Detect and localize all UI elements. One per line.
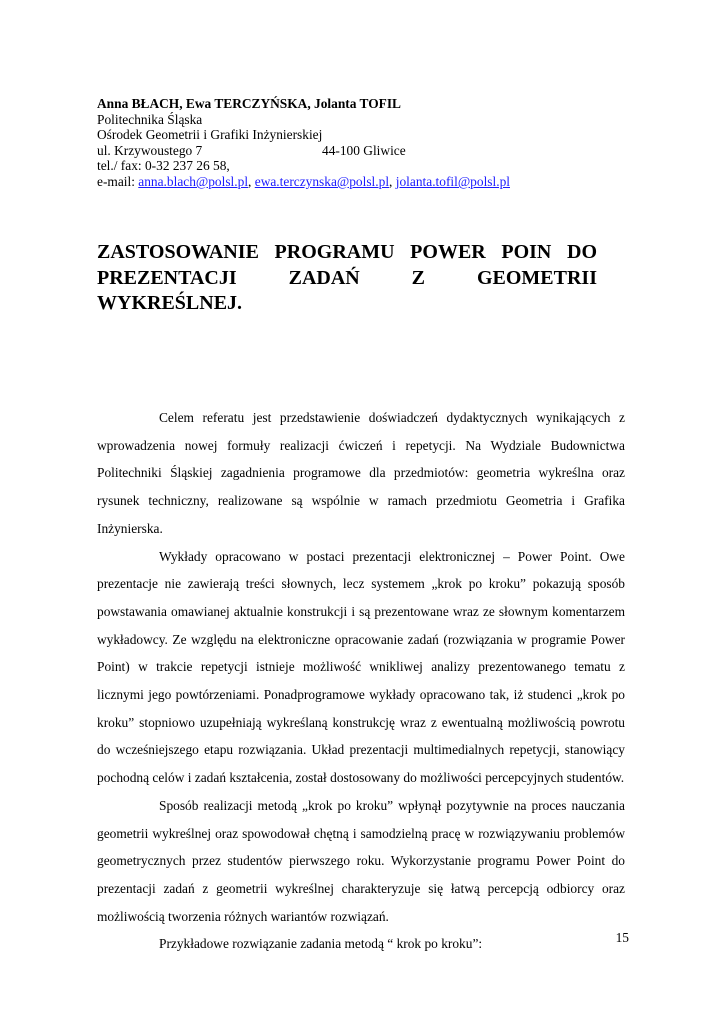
street-address: ul. Krzywoustego 7 xyxy=(97,142,203,158)
page-number: 15 xyxy=(615,930,629,945)
paragraph: Przykładowe rozwiązanie zadania metodą “ krok po kroku”: xyxy=(159,936,483,952)
city-postal-code: 44-100 Gliwice xyxy=(322,142,406,158)
email-separator: , xyxy=(248,173,255,189)
email-link-terczynska[interactable]: ewa.terczynska@polsl.pl xyxy=(254,173,390,189)
address-line xyxy=(97,143,637,159)
institution-line: Politechnika Śląska xyxy=(97,111,203,127)
body-text xyxy=(97,404,625,958)
paragraph: Wykłady opracowano w postaci prezentacji elektronicznej – Power Point. Owe prezentacje nie zawierają treści słownych, lecz systemem „krok po kroku” pokazują sposób powstawania omawianej aktualnie konstrukcji i są prezentowane wraz ze słownym komentarzem wykładowcy. Ze względu na elektroniczne opracowanie zadań (rozwiązania w programie Power Point) w trakcie repetycji istnieje możliwość wnikliwej analizy prezentowanego tematu z licznymi jego powtórzeniami. Ponadprogramowe wykłady opracowano tak, iż studenci „krok po kroku” stopniowo uzupełniają wykreślaną konstrukcję wraz z ewentualną możliwością powrotu do wcześniejszego etapu rozwiązania. Układ prezentacji multimedialnych repetycji, stanowiący pochodną celów i zadań kształcenia, został dostosowany do możliwości percepcyjnych studentów. xyxy=(97,548,625,786)
email-prefix: e-mail: xyxy=(97,173,139,189)
paragraph: Celem referatu jest przedstawienie doświadczeń dydaktycznych wynikających z wprowadzenia nowej formuły realizacji ćwiczeń i repetycji. Na Wydziale Budownictwa Politechniki Śląskiej zagadnienia programowe dla przedmiotów: geometria wykreślna oraz rysunek techniczny, realizowane są wspólnie w ramach przedmiotu Geometria i Grafika Inżynierska. xyxy=(97,410,625,536)
phone-line: tel./ fax: 0-32 237 26 58, xyxy=(97,158,230,174)
email-separator: , xyxy=(389,173,396,189)
email-link-blach[interactable]: anna.blach@polsl.pl xyxy=(138,173,249,189)
department-line: Ośrodek Geometrii i Grafiki Inżynierskiej xyxy=(97,127,323,143)
authors-line: Anna BŁACH, Ewa TERCZYŃSKA, Jolanta TOFIL xyxy=(97,96,401,111)
paragraph: Sposób realizacji metodą „krok po kroku” wpłynął pozytywnie na proces nauczania geometrii wykreślnej oraz spowodował chętną i samodzielną pracę w rozwiązywaniu problemów geometrycznych przez studentów pierwszego roku. Wykorzystanie programu Power Point do prezentacji zadań z geometrii wykreślnej charakteryzuje się łatwą percepcją odbiorcy oraz możliwością tworzenia różnych wariantów rozwiązań. xyxy=(97,797,625,924)
author-header xyxy=(97,96,637,190)
paper-title: ZASTOSOWANIE PROGRAMU POWER POIN DO PREZENTACJI ZADAŃ Z GEOMETRII WYKREŚLNEJ. xyxy=(97,241,597,314)
email-line xyxy=(97,174,637,190)
email-link-tofil[interactable]: jolanta.tofil@polsl.pl xyxy=(395,173,510,189)
